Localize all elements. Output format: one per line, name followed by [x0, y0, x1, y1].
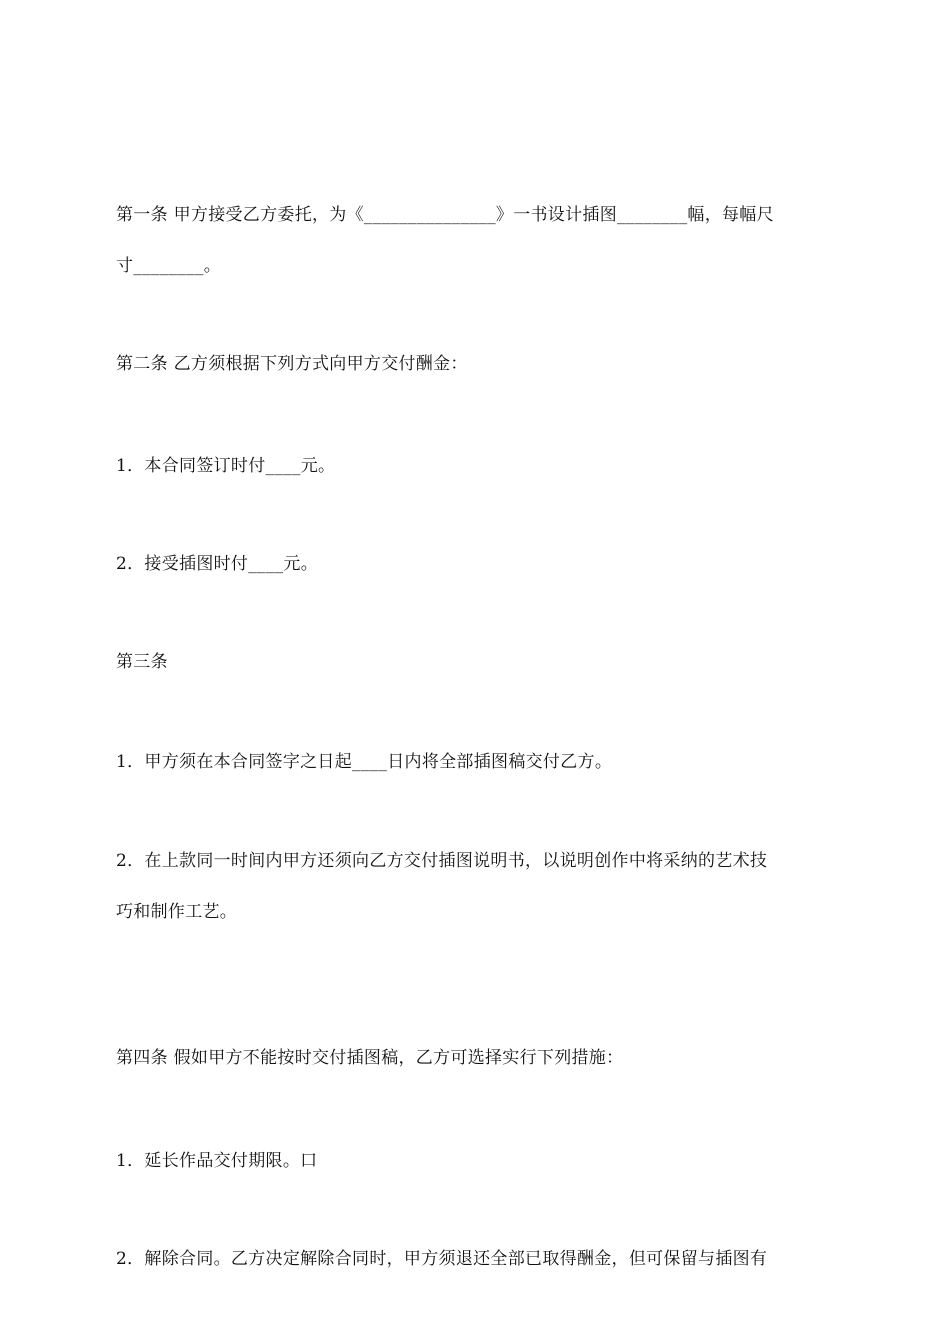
article-1-line-2: 寸________。 — [116, 256, 221, 276]
article-3-item-2-line-2: 巧和制作工艺。 — [116, 902, 238, 922]
article-4-item-2-line-1: 2．解除合同。乙方决定解除合同时，甲方须退还全部已取得酬金，但可保留与插图有 — [116, 1249, 768, 1269]
article-3-heading: 第三条 — [116, 652, 168, 672]
article-3-item-1: 1．甲方须在本合同签字之日起____日内将全部插图稿交付乙方。 — [116, 752, 613, 772]
article-4-heading: 第四条 假如甲方不能按时交付插图稿，乙方可选择实行下列措施： — [116, 1048, 624, 1068]
article-1-line-1: 第一条 甲方接受乙方委托，为《_______________》一书设计插图________幅，每幅尺 — [116, 205, 774, 225]
article-2-heading: 第二条 乙方须根据下列方式向甲方交付酬金： — [116, 354, 468, 374]
article-4-item-1: 1．延长作品交付期限。口 — [116, 1151, 318, 1171]
article-2-item-2: 2．接受插图时付____元。 — [116, 554, 319, 574]
article-2-item-1: 1．本合同签订时付____元。 — [116, 456, 336, 476]
article-3-item-2-line-1: 2．在上款同一时间内甲方还须向乙方交付插图说明书，以说明创作中将采纳的艺术技 — [116, 851, 768, 871]
